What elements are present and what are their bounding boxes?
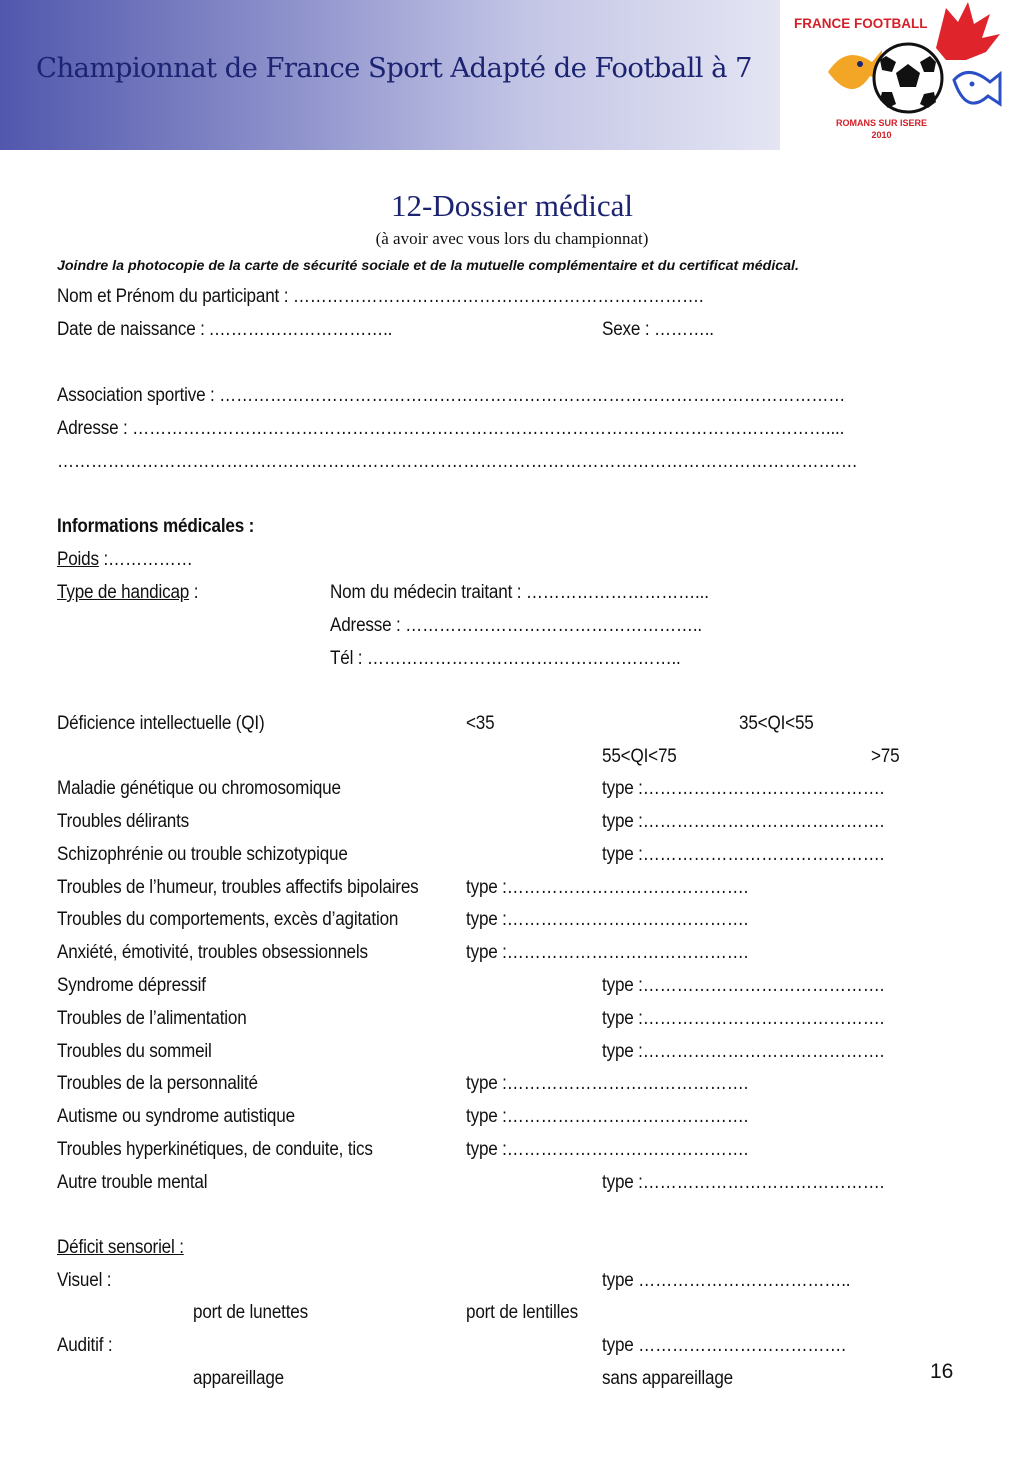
no-hearing-device-option[interactable]: sans appareillage [602,1368,733,1389]
condition-label: Autre trouble mental [57,1172,208,1193]
visual-type-field[interactable]: type ……………………………….. [602,1270,851,1291]
weight-row [57,549,193,571]
condition-type-field[interactable]: type :……………………………………. [466,909,749,930]
condition-type-field[interactable]: type :……………………………………. [602,778,885,799]
logo-title: FRANCE FOOTBALL [794,16,928,31]
condition-label: Troubles délirants [57,811,190,832]
condition-label: Troubles de la personnalité [57,1073,258,1094]
sensory-heading: Déficit sensoriel : [57,1237,184,1258]
instruction-text: Joindre la photocopie de la carte de sécurité sociale et de la mutuelle complémentaire et du certificat médical. [57,258,799,274]
hearing-device-option[interactable]: appareillage [193,1368,285,1389]
medical-info-heading: Informations médicales : [57,516,255,537]
auditory-label: Auditif : [57,1335,113,1356]
condition-label: Schizophrénie ou trouble schizotypique [57,844,348,865]
association-field[interactable]: Association sportive : ………………………………………………………………………………………………… [57,385,846,406]
lenses-option[interactable]: port de lentilles [466,1302,578,1323]
handicap-label: Type de handicap [57,582,190,603]
qi-option-gt75[interactable]: >75 [871,746,900,767]
qi-option-lt35[interactable]: <35 [466,713,495,734]
condition-type-field[interactable]: type :……………………………………. [466,1106,749,1127]
condition-label: Troubles de l’alimentation [57,1008,247,1029]
condition-type-field[interactable]: type :……………………………………. [602,844,885,865]
handicap-row [57,582,198,604]
logo-subtitle [836,117,927,141]
condition-label: Anxiété, émotivité, troubles obsessionnels [57,942,368,963]
address-continuation-field[interactable]: ……………………………………………………………………………………………………………………………. [57,451,857,472]
condition-type-field[interactable]: type :……………………………………. [602,1008,885,1029]
auditory-type-field[interactable]: type ………………………………. [602,1335,846,1356]
participant-name-field[interactable]: Nom et Prénom du participant : ………………………………………………………………. [57,286,704,307]
doctor-address-field[interactable]: Adresse : …………………………………………….. [330,615,702,636]
condition-type-field[interactable]: type :……………………………………. [602,811,885,832]
qi-option-35-55[interactable]: 35<QI<55 [739,713,814,734]
condition-type-field[interactable]: type :……………………………………. [466,1073,749,1094]
doctor-name-field[interactable]: Nom du médecin traitant : …………………………... [330,582,709,603]
condition-label: Troubles de l’humeur, troubles affectifs bipolaires [57,877,419,898]
qi-option-55-75[interactable]: 55<QI<75 [602,746,677,767]
weight-label: Poids [57,549,99,570]
condition-label: Maladie génétique ou chromosomique [57,778,341,799]
visual-label: Visuel : [57,1270,112,1291]
sex-field[interactable]: Sexe : ……….. [602,319,714,340]
doctor-phone-field[interactable]: Tél : ……………………………………………….. [330,648,681,669]
logo-year: 2010 [871,130,892,140]
event-logo [786,0,1024,150]
page-title: 12-Dossier médical [391,188,633,223]
condition-label: Troubles hyperkinétiques, de conduite, tics [57,1139,373,1160]
condition-label: Syndrome dépressif [57,975,206,996]
birth-date-field[interactable]: Date de naissance : .………………………….. [57,319,393,340]
page-number: 16 [930,1360,954,1383]
address-field[interactable]: Adresse : …………………………………………………………………………………………………………….... [57,418,845,439]
banner-title: Championnat de France Sport Adapté de Football à 7 [36,52,752,84]
condition-label: Troubles du sommeil [57,1041,212,1062]
glasses-option[interactable]: port de lunettes [193,1302,309,1323]
condition-type-field[interactable]: type :……………………………………. [602,975,885,996]
page-subtitle: (à avoir avec vous lors du championnat) [375,229,649,248]
condition-label: Autisme ou syndrome autistique [57,1106,295,1127]
weight-field[interactable]: :…………… [98,549,193,570]
logo-city: ROMANS SUR ISERE [836,118,928,128]
condition-type-field[interactable]: type :……………………………………. [466,877,749,898]
condition-type-field[interactable]: type :……………………………………. [466,1139,749,1160]
condition-label: Troubles du comportements, excès d’agitation [57,909,399,930]
condition-type-field[interactable]: type :……………………………………. [602,1172,885,1193]
condition-type-field[interactable]: type :……………………………………. [466,942,749,963]
condition-type-field[interactable]: type :……………………………………. [602,1041,885,1062]
qi-label: Déficience intellectuelle (QI) [57,713,265,734]
handicap-colon: : [189,582,199,603]
